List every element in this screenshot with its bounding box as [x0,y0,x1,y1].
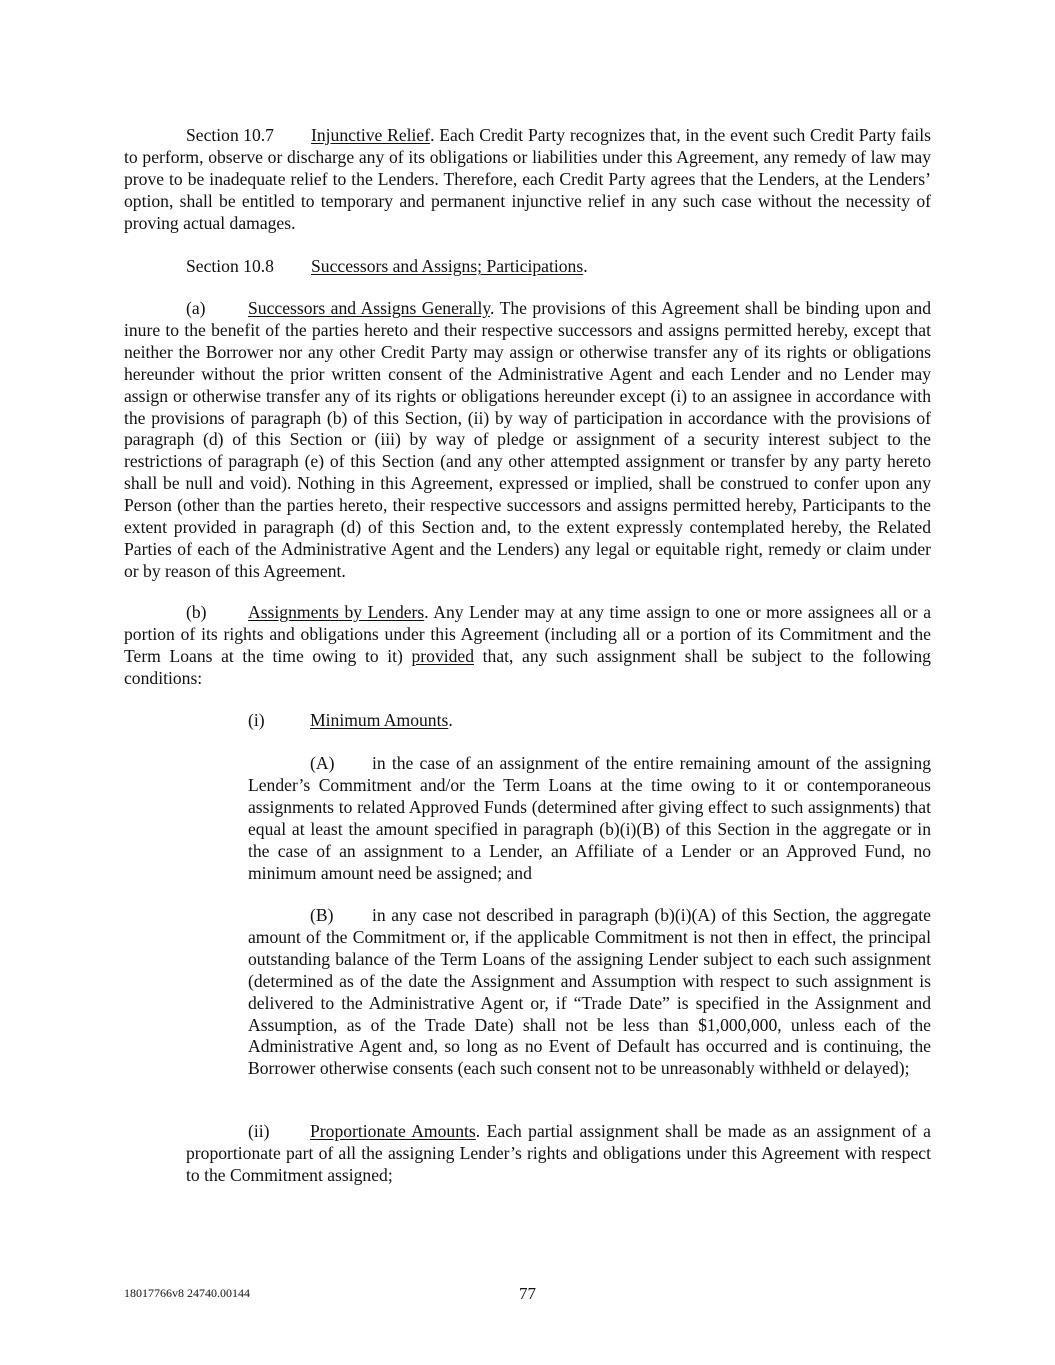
clause-B [248,905,931,1080]
subparagraph-i-tail: . [448,710,453,730]
paragraph-b-title: Assignments by Lenders [248,602,425,622]
section-10-8-tail: . [583,256,588,276]
paragraph-a [124,298,931,583]
subparagraph-i [248,710,931,732]
subparagraph-i-title: Minimum Amounts [310,710,449,730]
paragraph-b-body-1: . Any Lender may at any time assign to one or more assignees all or a portion of its rights and obligations under this Agreement (including all or a portion of its Commitment and the Term Loans at the time owing to it) [124,602,932,666]
subparagraph-ii [186,1121,931,1187]
section-10-8-label: Section 10.8 [186,256,274,276]
section-10-7-label: Section 10.7 [186,125,274,145]
paragraph-b-body-2: that, any such assignment shall be subject to the following conditions: [124,645,931,688]
section-10-7 [124,125,931,235]
clause-A [248,753,931,884]
provided-term: provided [411,645,475,666]
subparagraph-i-label: (i) [248,710,265,730]
paragraph-b [124,602,931,690]
clause-A-label: (A) [310,753,335,773]
section-10-8-title: Successors and Assigns; Participations [311,256,584,276]
subparagraph-ii-body: . Each partial assignment shall be made as an assignment of a proportionate part of all the assigning Lender’s rights and obligations under this Agreement with respect to the Commitment assigned; [186,1121,931,1185]
section-10-7-title: Injunctive Relief [311,125,431,145]
page-number: 77 [519,1284,536,1303]
subparagraph-ii-title: Proportionate Amounts [310,1121,476,1141]
paragraph-a-title: Successors and Assigns Generally [248,298,491,318]
paragraph-a-body: . The provisions of this Agreement shall be binding upon and inure to the benefit of the parties hereto and their respective successors and assigns permitted hereby, except that neither the Borrower nor any other Credit Party may assign or otherwise transfer any of its rights or obligations hereunder without the prior written consent of the Administrative Agent and each Lender and no Lender may assign or otherwise transfer any of its rights or obligations hereunder except (i) to an assignee in accordance with the provisions of paragraph (b) of this Section, (ii) by way of participation in accordance with the provisions of paragraph (d) of this Section or (iii) by way of pledge or assignment of a security interest subject to the restrictions of paragraph (e) of this Section (and any other attempted assignment or transfer by any party hereto shall be null and void). Nothing in this Agreement, expressed or implied, shall be construed to confer upon any Person (other than the parties hereto, their respective successors and assigns permitted hereby, Participants to the extent provided in paragraph (d) of this Section and, to the extent expressly contemplated hereby, the Related Parties of each of the Administrative Agent and the Lenders) any legal or equitable right, remedy or claim under or by reason of this Agreement. [124,298,932,581]
clause-B-body: in any case not described in paragraph (b)(i)(A) of this Section, the aggregate amount of the Commitment or, if the applicable Commitment is not then in effect, the principal outstanding balance of the Term Loans of the assigning Lender subject to each such assignment (determined as of the date the Assignment and Assumption with respect to such assignment is delivered to the Administrative Agent or, if “Trade Date” is specified in the Assignment and Assumption, as of the Trade Date) shall not be less than $1,000,000, unless each of the Administrative Agent and, so long as no Event of Default has occurred and is continuing, the Borrower otherwise consents (each such consent not to be unreasonably withheld or delayed); [248,905,931,1079]
subparagraph-ii-label: (ii) [248,1121,270,1141]
clause-A-body: in the case of an assignment of the entire remaining amount of the assigning Lender’s Commitment and/or the Term Loans at the time owing to it or contemporaneous assignments to related Approved Funds (determined after giving effect to such assignments) that equal at least the amount specified in paragraph (b)(i)(B) of this Section in the aggregate or in the case of an assignment to a Lender, an Affiliate of a Lender or an Approved Fund, no minimum amount need be assigned; and [248,753,931,883]
document-id: 18017766v8 24740.00144 [124,1286,250,1300]
section-10-7-body: . Each Credit Party recognizes that, in the event such Credit Party fails to perform, observe or discharge any of its obligations or liabilities under this Agreement, any remedy of law may prove to be inadequate relief to the Lenders. Therefore, each Credit Party agrees that the Lenders, at the Lenders’ option, shall be entitled to temporary and permanent injunctive relief in any such case without the necessity of proving actual damages. [124,125,931,233]
section-10-8-heading [124,256,931,278]
paragraph-a-label: (a) [186,298,206,318]
clause-B-label: (B) [310,905,334,925]
paragraph-b-label: (b) [186,602,207,622]
